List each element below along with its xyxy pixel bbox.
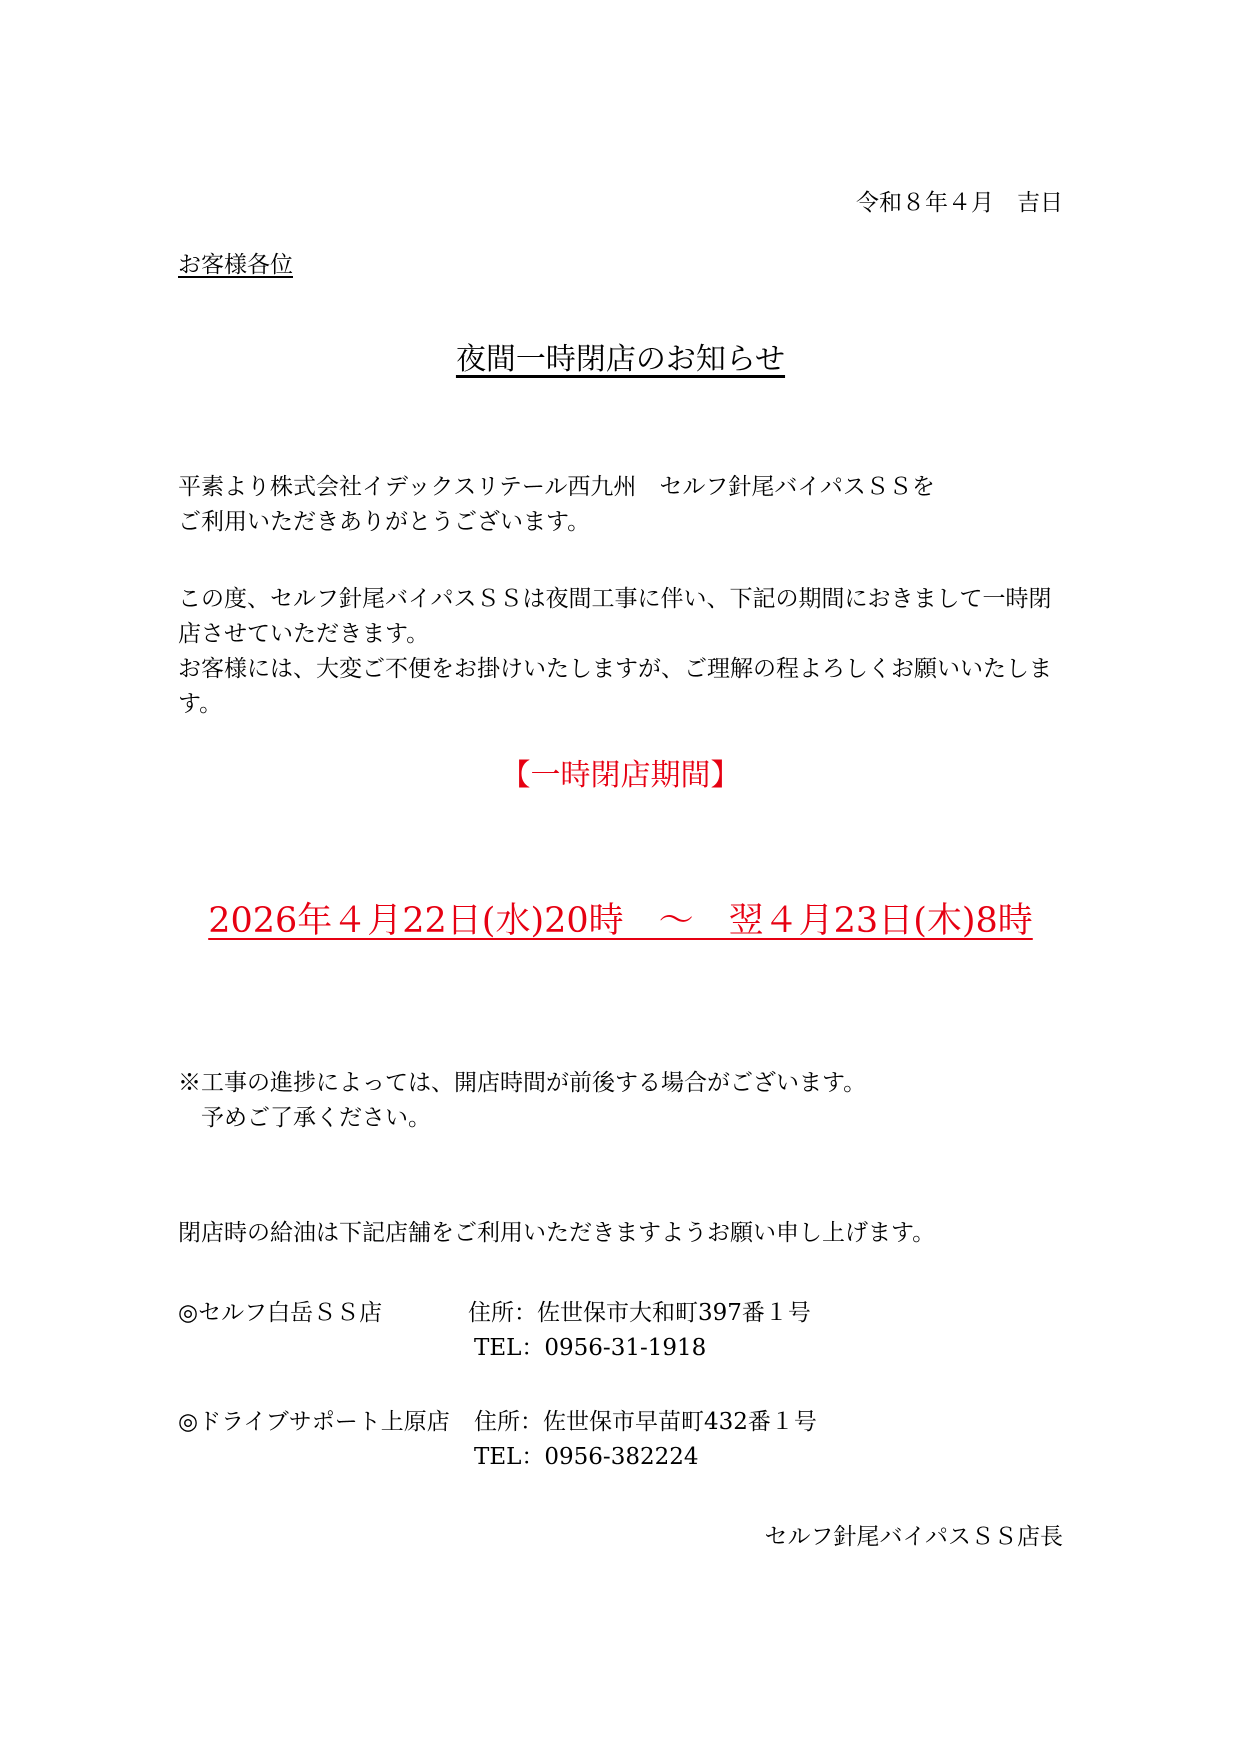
signature: セルフ針尾バイパスＳＳ店長 xyxy=(764,1524,1063,1550)
store-address-2: 住所：佐世保市早苗町432番１号 xyxy=(474,1409,817,1435)
body-line-2: 店させていただきます。 xyxy=(178,621,430,647)
store-address-1: 住所：佐世保市大和町397番１号 xyxy=(468,1300,811,1326)
store-tel-1: TEL：0956-31-1918 xyxy=(474,1335,707,1361)
page-title xyxy=(0,340,1241,380)
body-line-3: お客様には、大変ご不便をお掛けいたしますが、ご理解の程よろしくお願いいたしま xyxy=(178,656,1052,682)
greeting-line-1: 平素より株式会社イデックスリテール西九州 セルフ針尾バイパスＳＳを xyxy=(178,474,935,500)
body-line-4: す。 xyxy=(178,691,223,717)
notice-date: 令和８年４月 吉日 xyxy=(856,190,1063,216)
closure-period-text: 2026年４月22日(水)20時 ～ 翌４月23日(木)8時 xyxy=(208,901,1033,941)
title-text: 夜間一時閉店のお知らせ xyxy=(455,342,786,377)
store-tel-2: TEL：0956-382224 xyxy=(474,1444,699,1470)
addressee: お客様各位 xyxy=(178,252,293,278)
closure-period-heading: 【一時閉店期間】 xyxy=(500,758,741,793)
store-name-2: ◎ドライブサポート上原店 xyxy=(178,1409,450,1435)
alternatives-intro: 閉店時の給油は下記店舗をご利用いただきますようお願い申し上げます。 xyxy=(178,1220,936,1246)
note-line-1: ※工事の進捗によっては、開店時間が前後する場合がございます。 xyxy=(178,1070,867,1096)
closure-period xyxy=(0,898,1241,944)
note-line-2: 予めご了承ください。 xyxy=(178,1105,431,1131)
greeting-line-2: ご利用いただきありがとうございます。 xyxy=(178,509,591,535)
store-name-1: ◎セルフ白岳ＳＳ店 xyxy=(178,1300,383,1326)
body-line-1: この度、セルフ針尾バイパスＳＳは夜間工事に伴い、下記の期間におきまして一時閉 xyxy=(178,586,1052,612)
